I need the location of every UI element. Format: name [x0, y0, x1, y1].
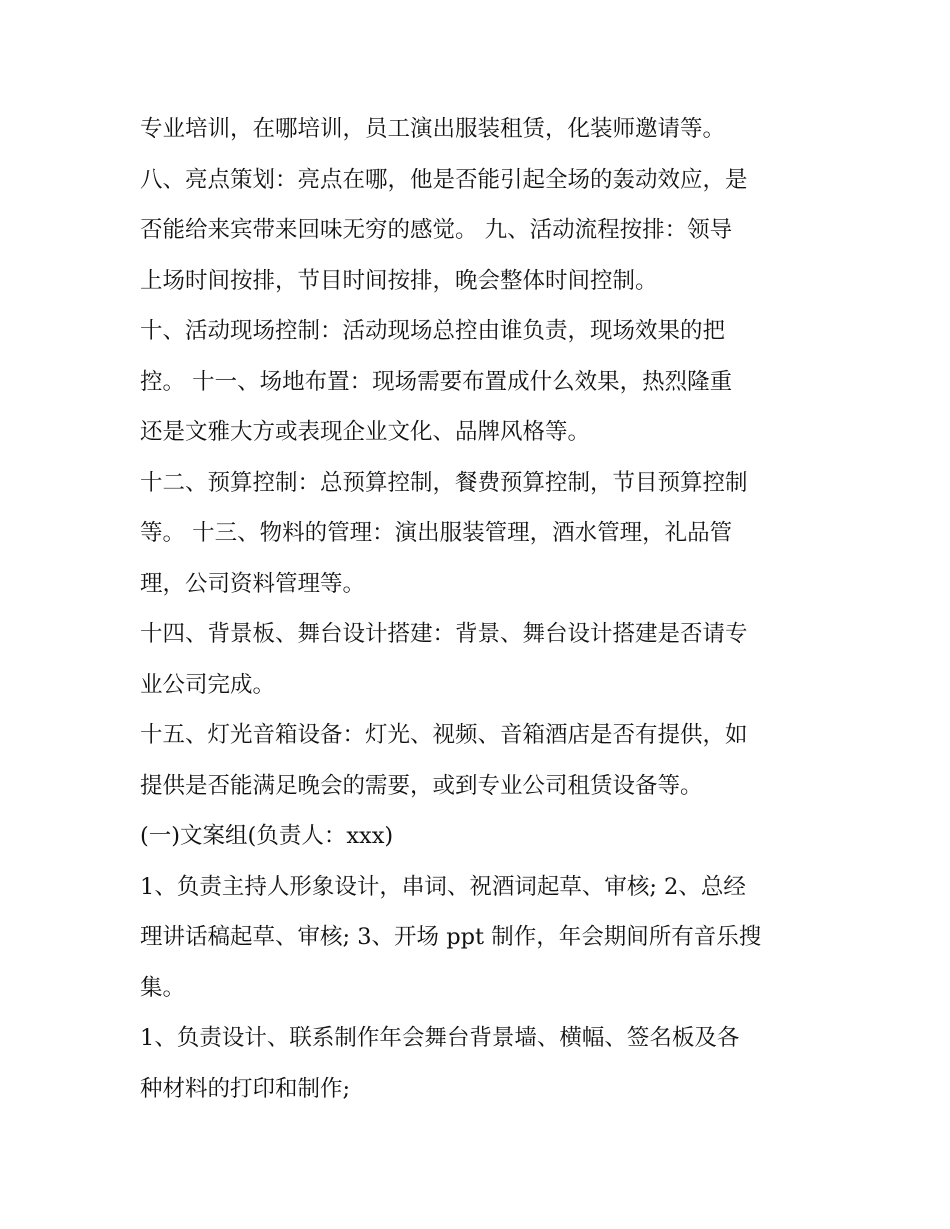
section-heading: (一)文案组(负责人：xxx) [140, 823, 394, 849]
text-line: 上场时间按排，节目时间按排，晚会整体时间控制。 [140, 267, 658, 294]
text-line: 八、亮点策划：亮点在哪，他是否能引起全场的轰动效应，是 [140, 166, 748, 193]
text-line: 1、负责设计、联系制作年会舞台背景墙、横幅、签名板及各 [140, 1025, 740, 1051]
text-line: 十五、灯光音箱设备：灯光、视频、音箱酒店是否有提供，如 [140, 722, 748, 748]
text-line: 集。 [140, 974, 186, 1001]
text-line: 理，公司资料管理等。 [140, 570, 366, 597]
text-line: 控。 十一、场地布置：现场需要布置成什么效果，热烈隆重 [140, 368, 733, 395]
text-line: 业公司完成。 [140, 671, 276, 698]
text-line: 十、活动现场控制：活动现场总控由谁负责，现场效果的把 [140, 318, 726, 344]
text-line: 十二、预算控制：总预算控制，餐费预算控制，节目预算控制 [140, 469, 748, 496]
text-line: 否能给来宾带来回味无穷的感觉。 九、活动流程按排：领导 [140, 217, 733, 243]
text-line: 十四、背景板、舞台设计搭建：背景、舞台设计搭建是否请专 [140, 621, 748, 647]
text-line: 专业培训，在哪培训，员工演出服装租赁，化装师邀请等。 [140, 116, 726, 142]
text-line: 还是文雅大方或表现企业文化、品牌风格等。 [140, 419, 591, 445]
text-line: 种材料的打印和制作; [140, 1075, 351, 1102]
text-line: 理讲话稿起草、审核; 3、开场 ppt 制作，年会期间所有音乐搜 [140, 924, 762, 950]
text-line: 1、负责主持人形象设计，串词、祝酒词起草、审核; 2、总经 [140, 873, 746, 900]
text-line: 等。 十三、物料的管理：演出服装管理，酒水管理，礼品管 [140, 520, 733, 546]
document-body [140, 104, 820, 1114]
text-line: 提供是否能满足晚会的需要，或到专业公司租赁设备等。 [140, 772, 703, 799]
